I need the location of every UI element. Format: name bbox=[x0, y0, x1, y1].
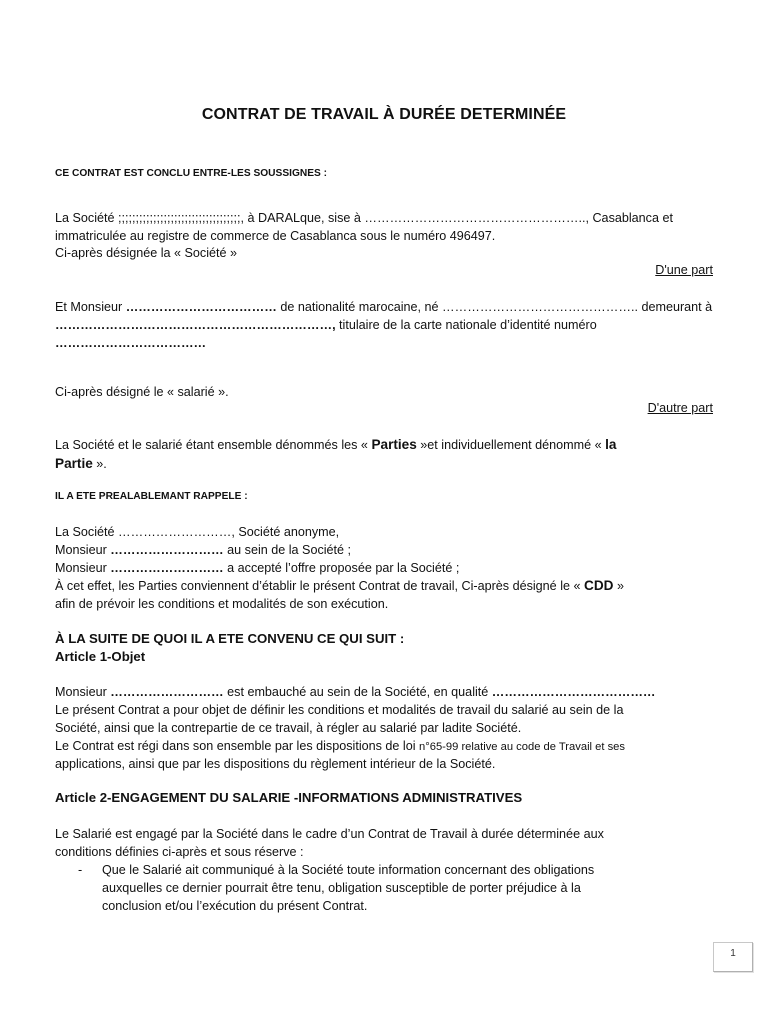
party1-line1: La Société ;;;;;;;;;;;;;;;;;;;;;;;;;;;;;;;;;;;, à DARALque, sise à …………………………………………….., Casablanca et bbox=[55, 211, 673, 225]
party2-address-placeholder: …………………………………………………………, bbox=[55, 318, 336, 332]
recall-line2 bbox=[55, 541, 351, 559]
party1-line2: immatriculée au registre de commerce de Casablanca sous le numéro 496497. bbox=[55, 229, 496, 243]
article1-line4 bbox=[55, 737, 625, 756]
article2-bullet-marker: - bbox=[78, 863, 83, 877]
party2-line4: Ci-après désigné le « salarié ». bbox=[55, 385, 229, 399]
article2-line2: conditions définies ci-après et sous réserve : bbox=[55, 845, 304, 859]
recall-line4-a: À cet effet, les Parties conviennent d’établir le présent Contrat de travail, Ci-après désigné le « bbox=[55, 579, 584, 593]
article2-bullet-line1: Que le Salarié ait communiqué à la Société toute information concernant des obligations bbox=[102, 863, 595, 877]
recall-line4 bbox=[55, 577, 624, 595]
recall-line5: afin de prévoir les conditions et modalités de son exécution. bbox=[55, 597, 389, 611]
intro-heading: CE CONTRAT EST CONCLU ENTRE-LES SOUSSIGNES : bbox=[55, 168, 328, 179]
recall-line3-a: Monsieur bbox=[55, 561, 111, 575]
agreed-heading: À LA SUITE DE QUOI IL A ETE CONVENU CE QUI SUIT : bbox=[55, 631, 405, 646]
party1-line3: Ci-après désignée la « Société » bbox=[55, 246, 238, 260]
cdd-term: CDD bbox=[584, 578, 614, 593]
article1-line1 bbox=[55, 683, 656, 701]
recall-line2-c: au sein de la Société ; bbox=[223, 543, 352, 557]
party2-line2 bbox=[55, 316, 597, 334]
parties-line1 bbox=[55, 436, 616, 454]
article1-line1-a: Monsieur bbox=[55, 685, 111, 699]
page-number: 1 bbox=[713, 942, 753, 972]
party2-id-placeholder: ……………………………… bbox=[55, 336, 207, 350]
recall-line3-placeholder: ……………………… bbox=[110, 561, 224, 575]
recall-line1: La Société ………………………, Société anonyme, bbox=[55, 525, 340, 539]
party2-part-label: D'autre part bbox=[647, 401, 713, 415]
article1-line4-a: Le Contrat est régi dans son ensemble par les dispositions de loi bbox=[55, 739, 420, 753]
parties-line1-a: La Société et le salarié étant ensemble dénommés les « bbox=[55, 438, 372, 452]
parties-line2-b: ». bbox=[92, 457, 107, 471]
recall-line2-placeholder: ……………………… bbox=[110, 543, 224, 557]
article1-line3: Société, ainsi que la contrepartie de ce travail, à régler au salarié par ladite Société. bbox=[55, 721, 522, 735]
partie-term-start: la bbox=[605, 437, 617, 452]
recall-line4-c: » bbox=[613, 579, 624, 593]
parties-line1-c: »et individuellement dénommé « bbox=[416, 438, 606, 452]
article2-line1: Le Salarié est engagé par la Société dans le cadre d’un Contrat de Travail à durée déterminée aux bbox=[55, 827, 604, 841]
article1-heading: Article 1-Objet bbox=[55, 649, 146, 664]
parties-line2 bbox=[55, 455, 107, 473]
party2-line2-b: titulaire de la carte nationale d’identité numéro bbox=[335, 318, 597, 332]
article2-bullet-line2: auxquelles ce dernier pourrait être tenu, obligation susceptible de porter préjudice à la bbox=[102, 881, 581, 895]
parties-term: Parties bbox=[371, 437, 417, 452]
article1-line2: Le présent Contrat a pour objet de définir les conditions et modalités de travail du salarié au sein de la bbox=[55, 703, 624, 717]
recall-line3 bbox=[55, 559, 459, 577]
article1-name-placeholder: ……………………… bbox=[110, 685, 224, 699]
article2-heading: Article 2-ENGAGEMENT DU SALARIE -INFORMATIONS ADMINISTRATIVES bbox=[55, 790, 523, 805]
recall-line2-a: Monsieur bbox=[55, 543, 111, 557]
party2-line1 bbox=[55, 298, 712, 316]
party2-name-placeholder: ……………………………… bbox=[125, 300, 277, 314]
article2-bullet-line3: conclusion et/ou l’exécution du présent Contrat. bbox=[102, 899, 368, 913]
party2-line1-a: Et Monsieur bbox=[55, 300, 126, 314]
article1-line5: applications, ainsi que par les dispositions du règlement intérieur de la Société. bbox=[55, 757, 496, 771]
article1-line1-c: est embauché au sein de la Société, en qualité bbox=[223, 685, 492, 699]
party1-part-label: D'une part bbox=[655, 263, 713, 277]
article1-law-reference: n°65-99 relative au code de Travail et ses bbox=[419, 741, 625, 753]
party2-line1-c: de nationalité marocaine, né ……………………………………….. demeurant à bbox=[276, 300, 713, 314]
document-title: CONTRAT DE TRAVAIL À DURÉE DETERMINÉE bbox=[201, 106, 567, 123]
article1-role-placeholder: ………………………………… bbox=[491, 685, 656, 699]
recall-line3-c: a accepté l’offre proposée par la Société ; bbox=[223, 561, 460, 575]
recall-heading: IL A ETE PREALABLEMANT RAPPELE : bbox=[55, 491, 248, 502]
partie-term-end: Partie bbox=[55, 456, 93, 471]
